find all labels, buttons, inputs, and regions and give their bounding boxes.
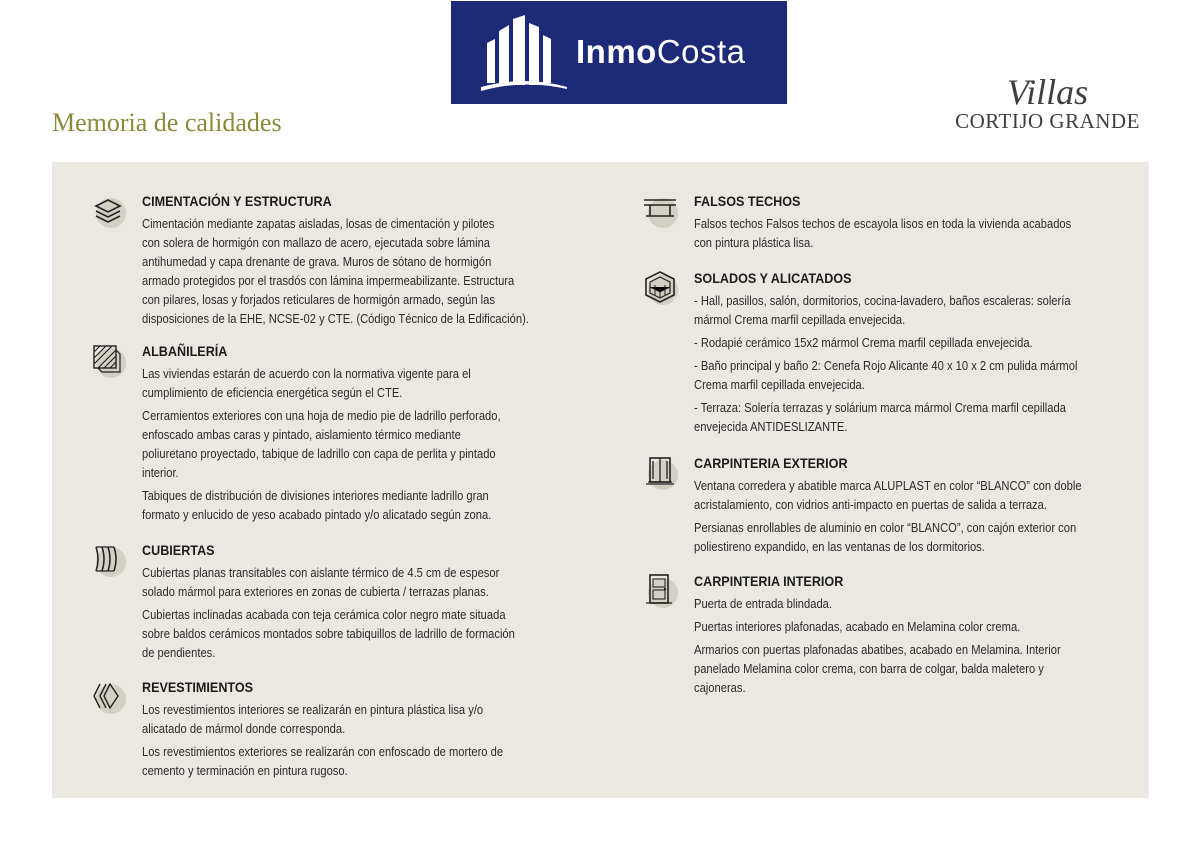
section-paragraph	[694, 617, 1061, 636]
paragraph-line: Cubiertas planas transitables con aislante térmico de 4.5 cm de espesor	[142, 565, 500, 580]
paragraph-line: cumplimiento de eficiencia energética según el CTE.	[142, 385, 403, 400]
section-paragraph	[694, 333, 1077, 352]
paragraph-line: cemento y terminación en pintura rugoso.	[142, 763, 348, 778]
section-title: FALSOS TECHOS	[694, 193, 801, 209]
paragraph-line: disposiciones de la EHE, NCSE-02 y CTE. (Código Técnico de la Edificación).	[142, 311, 529, 326]
section-paragraph	[694, 476, 1082, 514]
paragraph-line: Tabiques de distribución de divisiones interiores mediante ladrillo gran	[142, 488, 489, 503]
section-title: ALBAÑILERÍA	[142, 343, 228, 359]
window-icon	[642, 454, 678, 490]
paragraph-line: alicatado de mármol donde corresponda.	[142, 721, 346, 736]
section-title: REVESTIMIENTOS	[142, 679, 254, 695]
paragraph-line: Persianas enrollables de aluminio en color “BLANCO”, con cajón exterior con	[694, 520, 1077, 535]
section-paragraph	[694, 594, 1061, 613]
paragraph-line: cajoneras.	[694, 680, 746, 695]
section-title: CARPINTERIA INTERIOR	[694, 573, 844, 589]
section-paragraph	[142, 700, 503, 738]
section-paragraph	[694, 214, 1071, 252]
paragraph-line: mármol Crema marfil cepillada envejecida.	[694, 312, 906, 327]
section-paragraph	[694, 518, 1082, 556]
section-body	[694, 454, 1145, 556]
section-title: SOLADOS Y ALICATADOS	[694, 270, 852, 286]
paragraph-line: Falsos techos Falsos techos de escayola lisos en toda la vivienda acabados	[694, 216, 1072, 231]
qualities-panel	[52, 162, 1149, 798]
section-paragraph	[142, 214, 529, 328]
floor-tiles-icon	[642, 269, 678, 305]
paragraph-line: enfoscado ambas caras y pintado, aislamiento térmico mediante	[142, 427, 461, 442]
paragraph-line: armado protegidos por el trasdós con lámina impermeabilizante. Estructura	[142, 273, 515, 288]
inmocosta-logo	[451, 1, 787, 104]
paragraph-line: de pendientes.	[142, 645, 216, 660]
paragraph-line: Puerta de entrada blindada.	[694, 596, 833, 611]
diamond-pattern-icon	[90, 678, 126, 714]
brand-cortijo-grande: CORTIJO GRANDE	[955, 109, 1140, 133]
paragraph-line: Cubiertas inclinadas acabada con teja cerámica color negro mate situada	[142, 607, 506, 622]
layers-icon	[90, 192, 126, 228]
paragraph-line: Ventana corredera y abatible marca ALUPLAST en color “BLANCO” con doble	[694, 478, 1082, 493]
paragraph-line: acristalamiento, con vidrios anti-impacto en puertas de salida a terraza.	[694, 497, 1047, 512]
paragraph-line: Armarios con puertas plafonadas abatibes, acabado en Melamina. Interior	[694, 642, 1061, 657]
paragraph-line: Crema marfil cepillada envejecida.	[694, 377, 865, 392]
section-paragraph	[142, 605, 515, 662]
section-title: CUBIERTAS	[142, 542, 215, 558]
paragraph-line: Las viviendas estarán de acuerdo con la normativa vigente para el	[142, 366, 471, 381]
brick-wall-icon	[90, 342, 126, 378]
paragraph-line: interior.	[142, 465, 179, 480]
paragraph-line: Cimentación mediante zapatas aisladas, losas de cimentación y pilotes	[142, 216, 495, 231]
roof-tiles-icon	[90, 541, 126, 577]
door-icon	[642, 572, 678, 608]
section-body	[694, 269, 1140, 436]
paragraph-line: formato y enlucido de yeso acabado pintado y/o alicatado según zona.	[142, 507, 492, 522]
brand-villas: Villas	[1006, 72, 1089, 112]
section-paragraph	[694, 398, 1077, 436]
paragraph-line: envejecida ANTIDESLIZANTE.	[694, 419, 848, 434]
section-paragraph	[142, 364, 501, 402]
paragraph-line: poliestireno expandido, en las ventanas de los dormitorios.	[694, 539, 985, 554]
section-body	[142, 541, 576, 662]
paragraph-line: sobre baldos cerámicos montados sobre tabiquillos de ladrillo de formación	[142, 626, 515, 641]
paragraph-line: antihumedad y capa drenante de grava. Muros de sótano de hormigón	[142, 254, 492, 269]
paragraph-line: panelado Melamina color crema, con barra de colgar, balda maletero y	[694, 661, 1044, 676]
section-paragraph	[694, 291, 1077, 329]
ceiling-icon	[642, 192, 678, 228]
page-title: Memoria de calidades	[52, 108, 282, 137]
paragraph-line: - Baño principal y baño 2: Cenefa Rojo Alicante 40 x 10 x 2 cm pulida mármol	[694, 358, 1078, 373]
paragraph-line: - Hall, pasillos, salón, dormitorios, cocina-lavadero, baños escaleras: solería	[694, 293, 1071, 308]
paragraph-line: poliuretano proyectado, tabique de ladrillo con capa de perlita y pintado	[142, 446, 496, 461]
section-paragraph	[142, 563, 515, 601]
paragraph-line: solado mármol para exteriores en zonas de cubierta / terrazas planas.	[142, 584, 489, 599]
paragraph-line: Los revestimientos exteriores se realizarán con enfoscado de mortero de	[142, 744, 504, 759]
paragraph-line: con solera de hormigón con mallazo de acero, ejecutada sobre lámina	[142, 235, 491, 250]
paragraph-line: - Terraza: Solería terrazas y solárium marca mármol Crema marfil cepillada	[694, 400, 1066, 415]
paragraph-line: con pintura plástica lisa.	[694, 235, 814, 250]
paragraph-line: Cerramientos exteriores con una hoja de medio pie de ladrillo perforado,	[142, 408, 501, 423]
brand-logo	[940, 72, 1155, 132]
section-title: CIMENTACIÓN Y ESTRUCTURA	[142, 193, 332, 209]
section-body	[694, 572, 1120, 697]
section-paragraph	[142, 742, 503, 780]
paragraph-line: con pilares, losas y forjados reticulares de hormigón armado, según las	[142, 292, 495, 307]
paragraph-line: Los revestimientos interiores se realizarán en pintura plástica lisa y/o	[142, 702, 484, 717]
section-paragraph	[142, 406, 501, 482]
section-paragraph	[142, 486, 501, 524]
section-body	[142, 342, 559, 524]
section-paragraph	[694, 640, 1061, 697]
section-body	[142, 192, 592, 328]
buildings-logo-icon	[479, 13, 569, 93]
paragraph-line: Puertas interiores plafonadas, acabado en Melamina color crema.	[694, 619, 1021, 634]
section-paragraph	[694, 356, 1077, 394]
section-title: CARPINTERIA EXTERIOR	[694, 455, 848, 471]
logo-wordmark: InmoCosta	[576, 33, 746, 70]
section-body	[694, 192, 1133, 252]
section-body	[142, 678, 562, 780]
paragraph-line: - Rodapié cerámico 15x2 mármol Crema marfil cepillada envejecida.	[694, 335, 1033, 350]
